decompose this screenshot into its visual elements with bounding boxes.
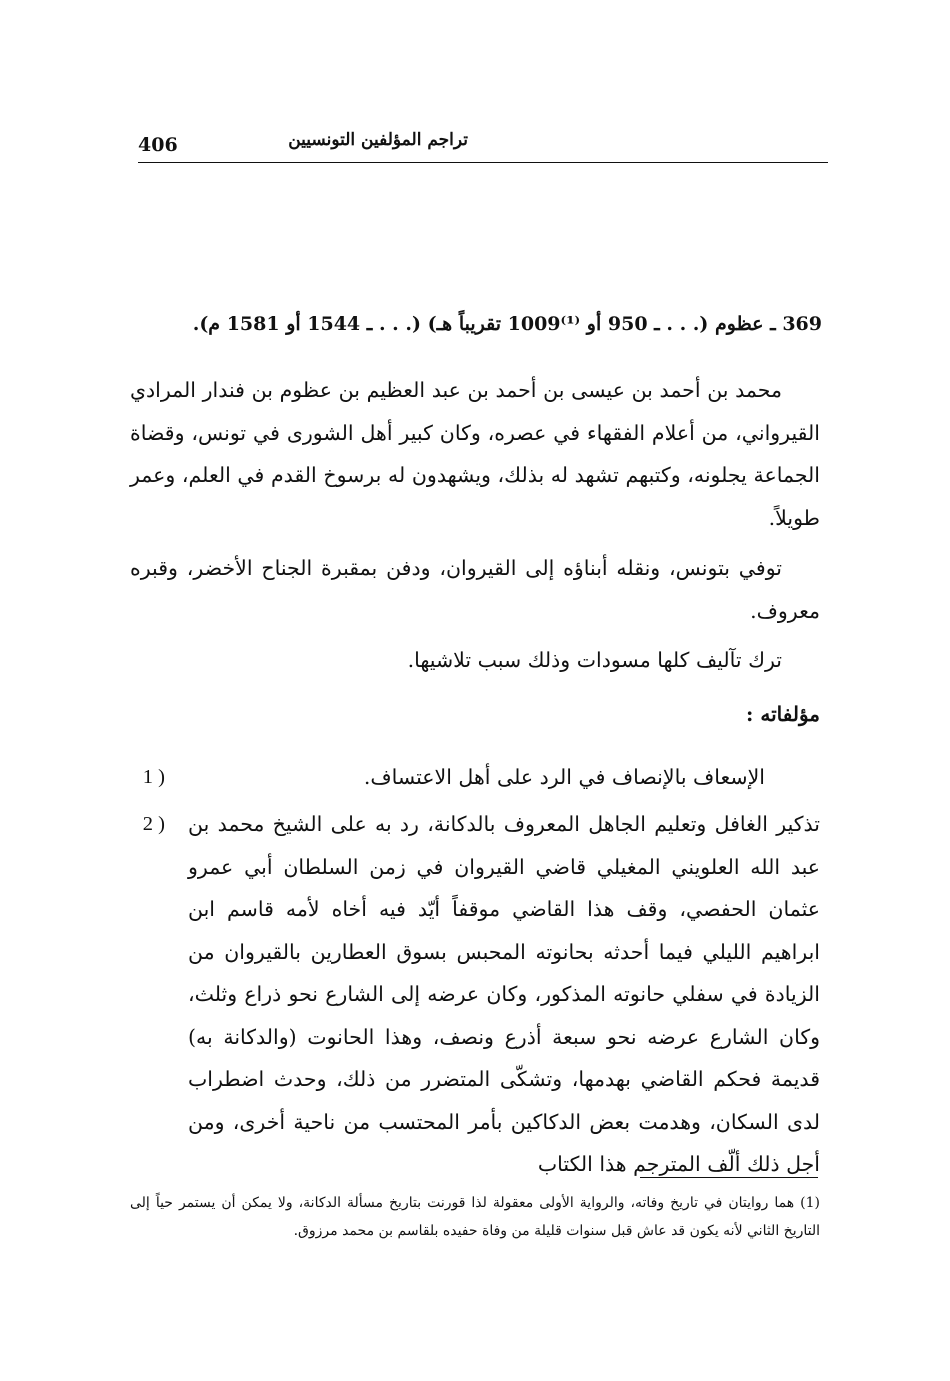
work-number: 2 )	[142, 813, 165, 835]
footnote-rule	[640, 1177, 818, 1178]
header-rule	[138, 162, 828, 163]
work-item	[130, 756, 820, 799]
footnote: (1) هما روايتان في تاريخ وفاته، والرواية الأولى معقولة لذا قورنت بتاريخ مسألة الدكانة، ولا يمكن أن يستمر حياً إلى التاريخ الثاني لأنه يكون قد عاش قبل سنوات قليلة من وفاة حفيده بلقاسم بن محمد مرزوق.	[130, 1195, 820, 1239]
page-number: 406	[138, 134, 178, 156]
work-number: 1 )	[142, 766, 165, 788]
work-text: الإسعاف بالإنصاف في الرد على أهل الاعتساف.	[363, 765, 765, 789]
entry-heading: 369 ـ عظوم (. . . ـ 950 أو ⁽¹⁾1009 تقريباً هـ) (. . . ـ 1544 أو 1581 م).	[192, 313, 822, 335]
work-text: تذكير الغافل وتعليم الجاهل المعروف بالدكانة، رد به على الشيخ محمد بن عبد الله العلويني المغيلي قاضي القيروان في زمن السلطان أبي عمرو عثمان الحفصي، وقف هذا القاضي موقفاً أيّد فيه أخاه لأمه قاسم ابن ابراهيم الليلي فيما أحدثه بحانوته المحبس بسوق العطارين بالقيروان من الزيادة في سفلي حانوته المذكور، وكان عرضه إلى الشارع نحو ذراع وثلث، وكان الشارع عرضه نحو سبعة أذرع ونصف، وهذا الحانوت (والدكانة به) قديمة فحكم القاضي بهدمها، وتشكّى المتضرر من ذلك، وحدث اضطراب لدى السكان، وهدمت بعض الدكاكين بأمر المحتسب من ناحية أخرى، ومن أجل ذلك ألّف المترجم هذا الكتاب	[188, 812, 820, 1176]
page-header	[138, 128, 828, 164]
works-heading: مؤلفاته :	[746, 702, 820, 726]
running-title: تراجم المؤلفين التونسيين	[288, 130, 468, 150]
work-item	[130, 803, 820, 1186]
works-note-paragraph: ترك تآليف كلها مسودات وذلك سبب تلاشيها.	[407, 648, 782, 672]
death-paragraph: توفي بتونس، ونقله أبناؤه إلى القيروان، ودفن بمقبرة الجناح الأخضر، وقبره معروف.	[130, 556, 820, 623]
biography-paragraph: محمد بن أحمد بن عيسى بن أحمد بن عبد العظيم بن عظوم بن فندار المرادي القيرواني، من أعلام الفقهاء في عصره، وكان كبير أهل الشورى في تونس، وقضاة الجماعة يجلونه، وكتبهم تشهد له بذلك، ويشهدون له برسوخ القدم في العلم، وعمر طويلاً.	[130, 378, 820, 530]
